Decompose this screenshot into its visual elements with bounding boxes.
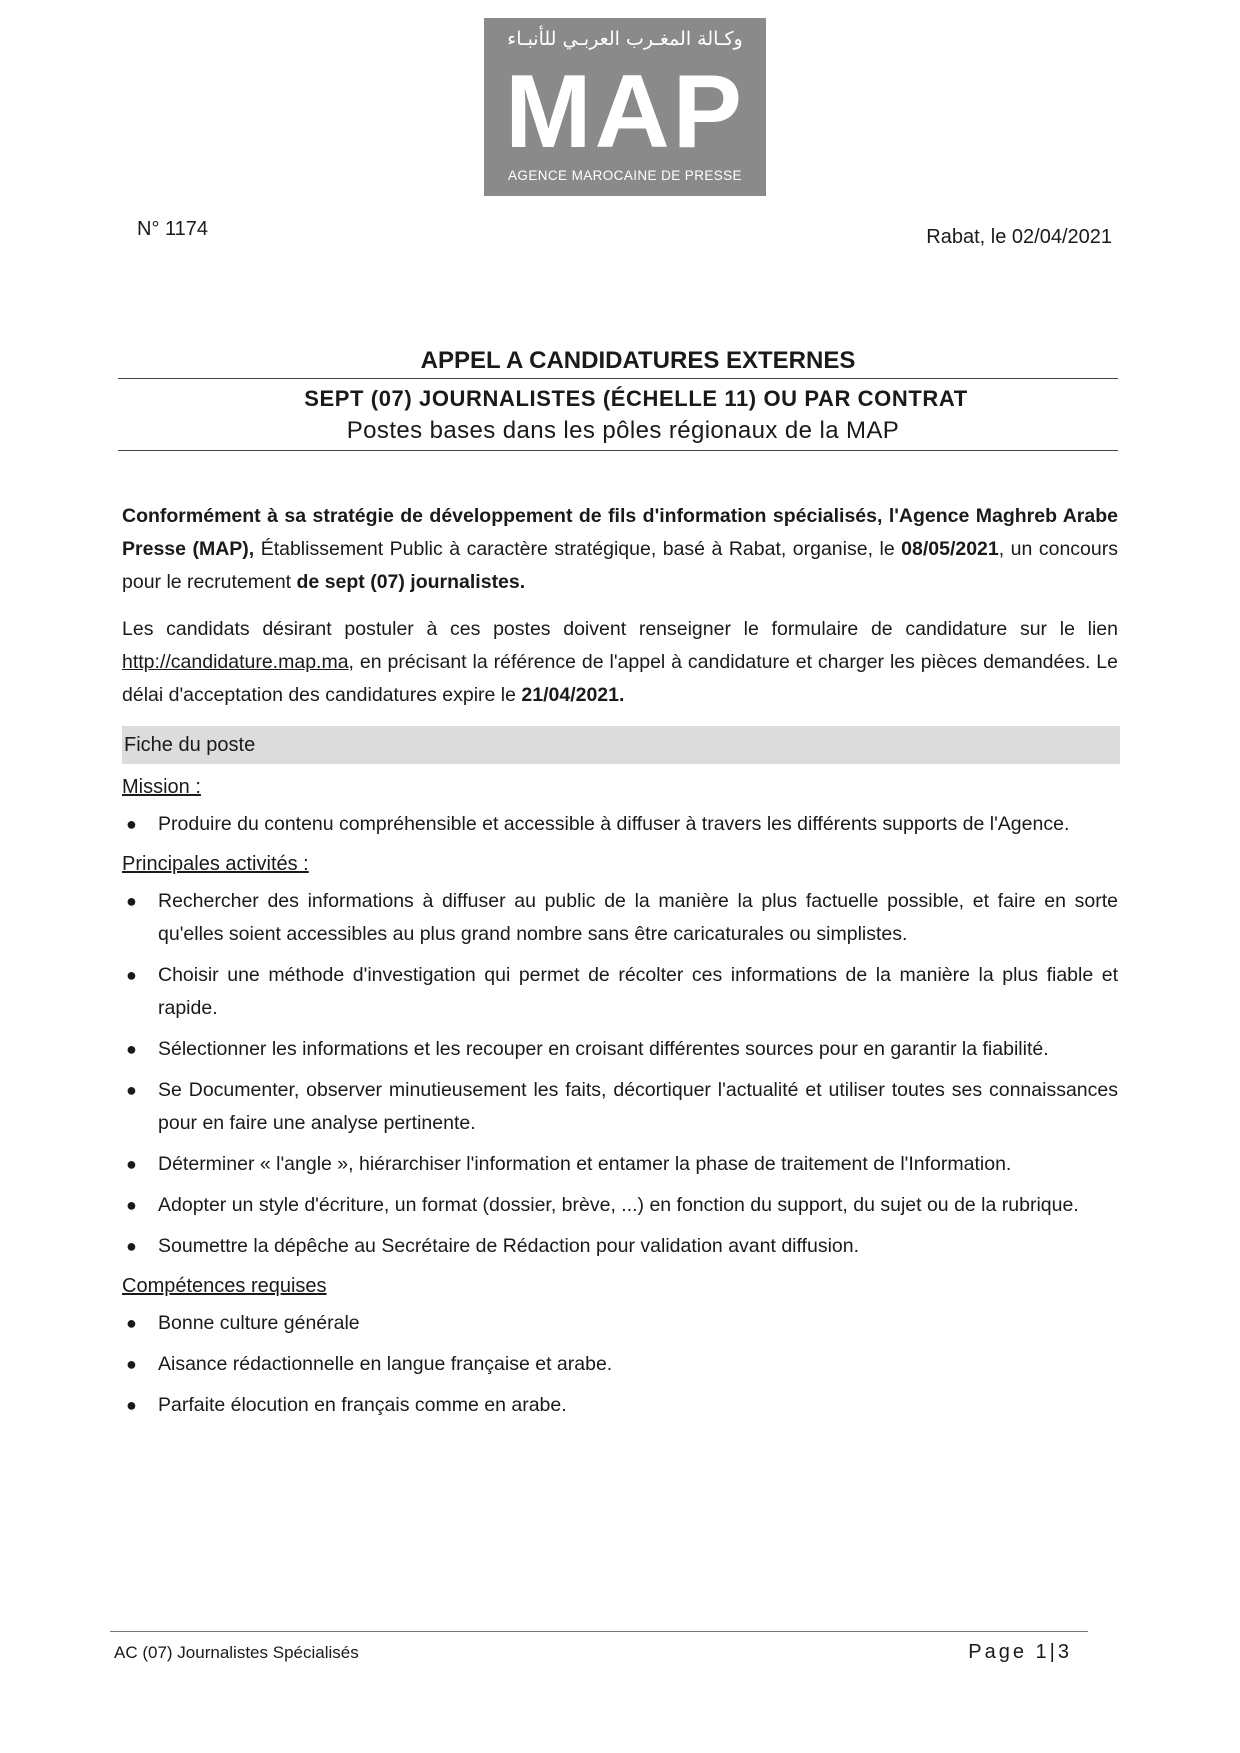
page-number: Page 1|3 [968,1641,1072,1663]
list-item: ● Choisir une méthode d'investigation qui permet de récolter ces informations de la manière la plus fiable et rapide. [122,959,1118,1025]
title-block [118,346,1118,451]
mission-list [122,808,1118,841]
application-text: Les candidats désirant postuler à ces postes doivent renseigner le formulaire de candidature sur le lien [122,618,1118,640]
competences-heading: Compétences requises [122,1275,327,1297]
bullet-icon: ● [126,1154,137,1174]
bullet-icon: ● [126,1080,137,1100]
title-divider-bottom [118,450,1118,451]
bullet-icon: ● [126,1195,137,1215]
reference-number: N° 1174 [137,218,209,240]
list-item: ● Aisance rédactionnelle en langue française et arabe. [122,1348,1118,1381]
bullet-icon: ● [126,1354,137,1374]
list-item: ● Se Documenter, observer minutieusement les faits, décortiquer l'actualité et utiliser toutes ses connaissances pour en faire une analyse pertinente. [122,1074,1118,1140]
application-text-2: , en précisant la référence de l'appel à candidature et charger les pièces demandées. Le délai d'acceptation des candidatures expire le [122,651,1118,706]
activities-heading: Principales activités : [122,853,309,875]
list-item: ● Sélectionner les informations et les recouper en croisant différentes sources pour en garantir la fiabilité. [122,1033,1118,1066]
list-item: ● Bonne culture générale [122,1307,1118,1340]
document-subtitle: SEPT (07) JOURNALISTES (ÉCHELLE 11) OU PAR CONTRAT [304,386,968,411]
candidature-link[interactable]: http://candidature.map.ma [122,651,349,673]
intro-text: Établissement Public à caractère stratégique, basé à Rabat, organise, le [254,538,902,560]
bullet-icon: ● [126,814,137,834]
bullet-icon: ● [126,965,137,985]
footer-reference: AC (07) Journalistes Spécialisés [114,1643,359,1662]
bullet-icon: ● [126,1039,137,1059]
logo-subtitle: AGENCE MAROCAINE DE PRESSE [508,168,742,183]
intro-text-2: , un concours pour le recrutement [122,538,1118,593]
deadline-date: 21/04/2021. [521,684,625,706]
list-item: ● Rechercher des informations à diffuser au public de la manière la plus factuelle possible, et faire en sorte qu'elles soient accessibles au plus grand nombre sans être caricaturales ou simplistes. [122,885,1118,951]
logo-arabic-text: وكـالة المغـرب العربـي للأنبـاء [507,28,743,50]
document-subtitle-location: Postes bases dans les pôles régionaux de la MAP [346,417,900,444]
list-item: ● Parfaite élocution en français comme en arabe. [122,1389,1118,1422]
intro-paragraph-1 [122,500,1118,599]
list-item: ● Adopter un style d'écriture, un format (dossier, brève, ...) en fonction du support, du sujet ou de la rubrique. [122,1189,1118,1222]
list-item: ● Déterminer « l'angle », hiérarchiser l'information et entamer la phase de traitement de l'Information. [122,1148,1118,1181]
document-title: APPEL A CANDIDATURES EXTERNES [420,347,856,374]
date-line: Rabat, le 02/04/2021 [926,226,1112,248]
logo-wordmark: MAP [504,54,746,170]
title-divider [118,378,1118,379]
bullet-icon: ● [126,891,137,911]
exam-date: 08/05/2021 [901,538,999,560]
list-item: ● Soumettre la dépêche au Secrétaire de Rédaction pour validation avant diffusion. [122,1230,1118,1263]
document-body [122,500,1118,1430]
bullet-icon: ● [126,1236,137,1256]
footer-divider [110,1631,1088,1632]
position-count: de sept (07) journalistes. [296,571,526,593]
fiche-section-header: Fiche du poste [122,726,1120,764]
competences-list [122,1307,1118,1422]
activities-list [122,885,1118,1263]
intro-paragraph-2 [122,613,1118,712]
mission-heading: Mission : [122,776,201,798]
bullet-icon: ● [126,1395,137,1415]
intro-lead: Conformément à sa stratégie de développement de fils d'information spécialisés, l'Agence Maghreb Arabe Presse (MAP), [122,505,1118,560]
map-logo [484,18,766,196]
bullet-icon: ● [126,1313,137,1333]
list-item: ● Produire du contenu compréhensible et accessible à diffuser à travers les différents supports de l'Agence. [122,808,1118,841]
